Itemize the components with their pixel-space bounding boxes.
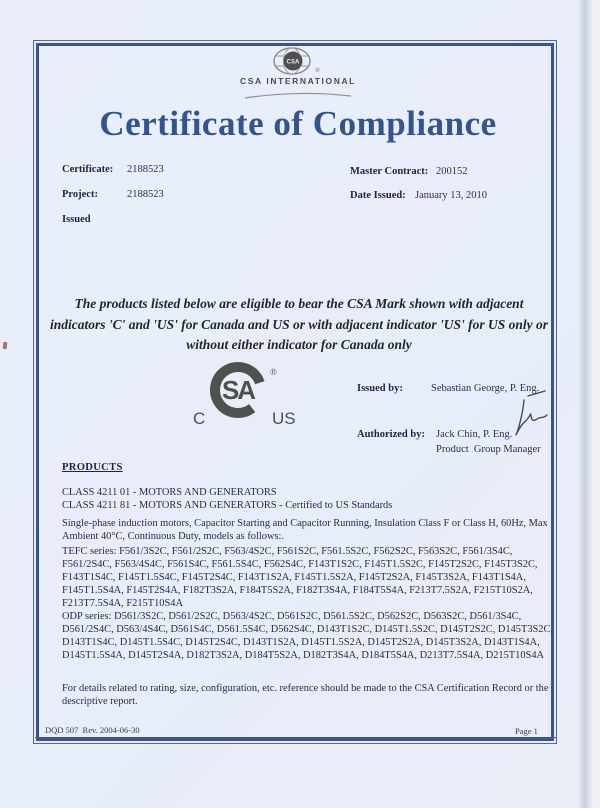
details-note: For details related to rating, size, configuration, etc. reference should be made to the CSA Certification Record or the descriptive report. (62, 683, 549, 708)
issued-label: Issued (62, 214, 91, 225)
tefc-series-list: TEFC series: F561/3S2C, F561/2S2C, F563/4S2C, F561S2C, F561.5S2C, F562S2C, F563S2C, F561/3S4C, F561/2S4C, F563/4S4C, F561S4C, F561.5S4C, F562S4C, F143T1S2C, F145T1.5S2C, F145T2S2C, F145T3S2C, F143T1S4C, F145T1.5S4C, F145T2S4C, F143T1S2A, F145T1.5S2A, F145T2S2A, F145T3S2A, F143T1S4A, F145T1.5S4A, F145T2S4A, F182T3S2A, F184T5S2A, F182T3S4A, F184T5S4A, F213T7.5S2A, F215T10S2A, F213T7.5S4A, F215T10S4A (62, 546, 538, 609)
logo-monogram: CSA (286, 59, 300, 66)
certificate-label: Certificate: (62, 164, 114, 175)
project-label: Project: (62, 189, 98, 200)
date-issued-label: Date Issued: (350, 190, 406, 201)
master-contract-value: 200152 (436, 166, 468, 177)
master-contract-label: Master Contract: (350, 166, 429, 177)
page-edge-shadow (578, 0, 600, 808)
certificate-value: 2188523 (127, 164, 164, 175)
org-name: CSA INTERNATIONAL (240, 76, 356, 86)
registered-symbol: ® (315, 67, 320, 74)
csa-cus-mark-icon (186, 360, 308, 430)
date-issued-value: January 13, 2010 (415, 190, 488, 201)
product-class-2: CLASS 4211 81 - MOTORS AND GENERATORS - Certified to US Standards (62, 500, 393, 511)
mark-monogram: SA (221, 375, 255, 405)
footer-doc-code: DQD 507 Rev. 2004-06-30 (45, 725, 140, 735)
footer-rule (35, 737, 556, 738)
mark-registered-symbol: ® (270, 367, 277, 377)
products-heading: PRODUCTS (62, 462, 123, 473)
issued-by-name: Sebastian George, P. Eng. (431, 383, 540, 394)
project-value: 2188523 (127, 189, 164, 200)
swoosh-underline-icon (243, 88, 353, 100)
mark-indicator-c: C (193, 409, 206, 428)
products-description: Single-phase induction motors, Capacitor Starting and Capacitor Running, Insulation Class F or Class H, 60Hz, Max Ambient 40°C, Continuous Duty, models as follows:. (62, 518, 548, 543)
issued-by-label: Issued by: (357, 383, 403, 394)
footer-page-number: Page 1 (515, 726, 538, 736)
mark-indicator-us: US (272, 409, 296, 428)
eligibility-statement: The products listed below are eligible to bear the CSA Mark shown with adjacent indicators 'C' and 'US' for Canada and US or with adjacent indicator 'US' for US only or without either indicator for Canada only (49, 296, 549, 352)
authorized-by-title: Product Group Manager (436, 444, 541, 455)
scan-speck (3, 342, 8, 349)
product-class-1: CLASS 4211 01 - MOTORS AND GENERATORS (62, 487, 277, 498)
page-title: Certificate of Compliance (99, 104, 497, 143)
odp-series-list: ODP series: D561/3S2C, D561/2S2C, D563/4S2C, D561S2C, D561.5S2C, D562S2C, D563S2C, D561/3S4C, D561/2S4C, D563/4S4C, D561S4C, D561.5S4C, D562S4C, D143T1S2C, D145T1.5S2C, D145T2S2C, D145T3S2C, D143T1S4C, D145T1.5S4C, D145T2S4C, D143T1S2A, D145T1.5S2A, D145T2S2A, D145T3S2A, D143T1S4A, D145T1.5S4A, D145T2S4A, D182T3S2A, D184T5S2A, D182T3S4A, D184T5S4A, D213T7.5S4A, D215T10S4A (62, 611, 554, 661)
authorized-by-name: Jack Chin, P. Eng. (436, 429, 513, 440)
csa-globe-logo-icon (272, 46, 324, 76)
authorized-by-label: Authorized by: (357, 429, 425, 440)
